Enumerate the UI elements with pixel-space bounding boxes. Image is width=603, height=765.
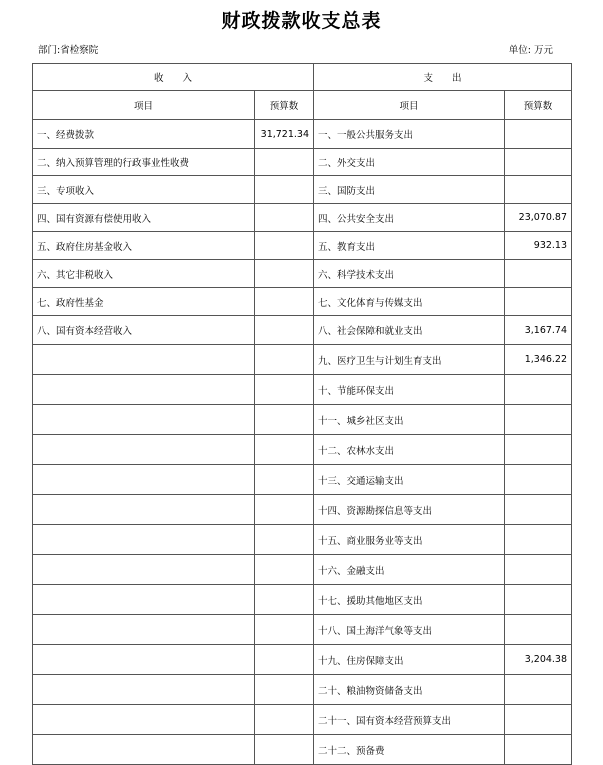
expense-item-cell: 一、一般公共服务支出 <box>314 120 505 149</box>
table-row <box>33 232 572 260</box>
income-amount-cell <box>255 405 314 435</box>
income-amount-cell <box>255 435 314 465</box>
income-amount-cell <box>255 316 314 345</box>
income-amount-cell <box>255 555 314 585</box>
expense-budget-header: 预算数 <box>505 91 572 120</box>
expense-amount-cell <box>505 176 572 204</box>
income-item-cell <box>33 615 255 645</box>
income-item-cell: 四、国有资源有偿使用收入 <box>33 204 255 232</box>
table-row <box>33 705 572 735</box>
table-row <box>33 260 572 288</box>
expense-amount-cell <box>505 585 572 615</box>
expense-amount-cell: 932.13 <box>505 232 572 260</box>
income-amount-cell <box>255 585 314 615</box>
income-amount-cell <box>255 375 314 405</box>
expense-item-cell: 十六、金融支出 <box>314 555 505 585</box>
income-amount-cell <box>255 149 314 176</box>
report-title: 财政拨款收支总表 <box>221 10 382 32</box>
expense-item-cell: 二、外交支出 <box>314 149 505 176</box>
table-row <box>33 465 572 495</box>
expense-amount-cell: 1,346.22 <box>505 345 572 375</box>
table-row <box>33 375 572 405</box>
expense-item-cell: 二十一、国有资本经营预算支出 <box>314 705 505 735</box>
income-amount-cell <box>255 495 314 525</box>
department-label: 部门:省检察院 <box>38 45 99 56</box>
expense-item-cell: 七、文化体育与传媒支出 <box>314 288 505 316</box>
income-item-cell <box>33 585 255 615</box>
expense-amount-cell <box>505 705 572 735</box>
budget-table <box>32 63 572 765</box>
table-row <box>33 675 572 705</box>
expense-amount-cell <box>505 465 572 495</box>
table-row <box>33 149 572 176</box>
expense-item-header: 项目 <box>314 91 505 120</box>
expense-item-cell: 十三、交通运输支出 <box>314 465 505 495</box>
income-amount-cell <box>255 345 314 375</box>
income-item-cell <box>33 375 255 405</box>
expense-amount-cell: 3,167.74 <box>505 316 572 345</box>
table-row <box>33 176 572 204</box>
income-item-cell: 一、经费拨款 <box>33 120 255 149</box>
expense-item-cell: 五、教育支出 <box>314 232 505 260</box>
expense-item-cell: 六、科学技术支出 <box>314 260 505 288</box>
expense-amount-cell <box>505 675 572 705</box>
income-item-cell <box>33 555 255 585</box>
income-item-cell: 五、政府住房基金收入 <box>33 232 255 260</box>
table-row <box>33 316 572 345</box>
income-amount-cell: 31,721.34 <box>255 120 314 149</box>
income-item-cell: 八、国有资本经营收入 <box>33 316 255 345</box>
table-row <box>33 495 572 525</box>
table-row <box>33 435 572 465</box>
income-section-header: 收 入 <box>33 64 314 91</box>
income-item-cell: 二、纳入预算管理的行政事业性收费 <box>33 149 255 176</box>
section-header-row <box>33 64 572 91</box>
expense-amount-cell: 3,204.38 <box>505 645 572 675</box>
expense-amount-cell <box>505 375 572 405</box>
expense-item-cell: 十九、住房保障支出 <box>314 645 505 675</box>
expense-item-cell: 二十二、预备费 <box>314 735 505 765</box>
income-amount-cell <box>255 645 314 675</box>
table-row <box>33 120 572 149</box>
expense-item-cell: 十、节能环保支出 <box>314 375 505 405</box>
expense-item-cell: 十七、援助其他地区支出 <box>314 585 505 615</box>
expense-amount-cell <box>505 120 572 149</box>
expense-amount-cell <box>505 288 572 316</box>
income-amount-cell <box>255 204 314 232</box>
table-row <box>33 615 572 645</box>
expense-amount-cell <box>505 405 572 435</box>
income-item-cell <box>33 705 255 735</box>
income-item-cell: 三、专项收入 <box>33 176 255 204</box>
expense-amount-cell <box>505 525 572 555</box>
income-amount-cell <box>255 705 314 735</box>
income-amount-cell <box>255 465 314 495</box>
expense-item-cell: 八、社会保障和就业支出 <box>314 316 505 345</box>
income-item-cell: 六、其它非税收入 <box>33 260 255 288</box>
income-item-cell <box>33 465 255 495</box>
expense-item-cell: 九、医疗卫生与计划生育支出 <box>314 345 505 375</box>
expense-amount-cell: 23,070.87 <box>505 204 572 232</box>
income-item-cell <box>33 345 255 375</box>
expense-item-cell: 四、公共安全支出 <box>314 204 505 232</box>
income-amount-cell <box>255 615 314 645</box>
table-row <box>33 288 572 316</box>
unit-label: 单位: 万元 <box>508 45 553 56</box>
table-row <box>33 645 572 675</box>
column-header-row <box>33 91 572 120</box>
expense-amount-cell <box>505 615 572 645</box>
expense-item-cell: 十八、国土海洋气象等支出 <box>314 615 505 645</box>
table-row <box>33 555 572 585</box>
income-amount-cell <box>255 176 314 204</box>
income-amount-cell <box>255 525 314 555</box>
income-budget-header: 预算数 <box>255 91 314 120</box>
income-item-cell: 七、政府性基金 <box>33 288 255 316</box>
table-row <box>33 345 572 375</box>
table-row <box>33 204 572 232</box>
table-row <box>33 405 572 435</box>
expense-amount-cell <box>505 149 572 176</box>
expense-amount-cell <box>505 435 572 465</box>
expense-item-cell: 十四、资源勘探信息等支出 <box>314 495 505 525</box>
expense-item-cell: 三、国防支出 <box>314 176 505 204</box>
table-row <box>33 585 572 615</box>
expense-item-cell: 二十、粮油物资储备支出 <box>314 675 505 705</box>
expense-section-header: 支 出 <box>314 64 572 91</box>
income-item-cell <box>33 525 255 555</box>
income-amount-cell <box>255 232 314 260</box>
income-item-cell <box>33 675 255 705</box>
income-item-cell <box>33 435 255 465</box>
expense-item-cell: 十五、商业服务业等支出 <box>314 525 505 555</box>
income-item-header: 项目 <box>33 91 255 120</box>
income-amount-cell <box>255 675 314 705</box>
expense-item-cell: 十二、农林水支出 <box>314 435 505 465</box>
expense-item-cell: 十一、城乡社区支出 <box>314 405 505 435</box>
expense-amount-cell <box>505 495 572 525</box>
income-item-cell <box>33 495 255 525</box>
table-row <box>33 525 572 555</box>
expense-amount-cell <box>505 260 572 288</box>
income-amount-cell <box>255 260 314 288</box>
expense-amount-cell <box>505 555 572 585</box>
income-item-cell <box>33 405 255 435</box>
income-amount-cell <box>255 288 314 316</box>
income-item-cell <box>33 645 255 675</box>
